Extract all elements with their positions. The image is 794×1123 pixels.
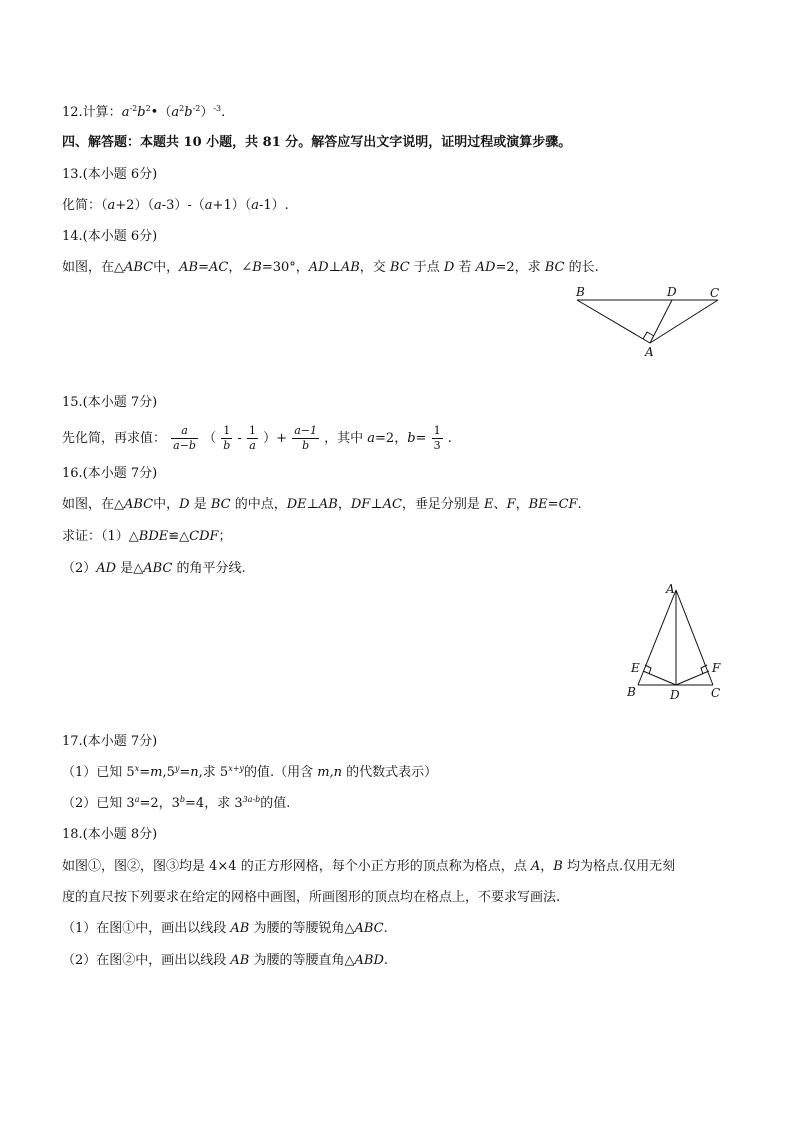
segment-df — [676, 671, 709, 685]
q16-part2: （2）AD 是△ABC 的角平分线. — [62, 561, 246, 576]
fraction: $\frac{a-1}{b}$ — [294, 424, 317, 452]
q15-text: 先化简，再求值： $\frac{a}{a-b}$ （ $\frac{1}{b}$ - $\frac{1}{a}$ ）+ $\frac{a-1}{b}$ ，其中 a=2，b= $\frac{1}{3}$ . — [62, 424, 452, 452]
label-f: F — [712, 661, 721, 675]
segment-de — [643, 671, 676, 685]
label-a: A — [645, 345, 654, 359]
label-e: E — [631, 661, 640, 675]
label-b: B — [627, 685, 636, 699]
q18-part2: （2）在图②中，画出以线段 AB 为腰的等腰直角△ABD. — [62, 953, 389, 968]
segment-ac — [676, 590, 713, 685]
q16-header: 16.(本小题 7分) — [62, 466, 158, 481]
fraction: $\frac{a}{a-b}$ — [173, 424, 196, 452]
q15-header: 15.(本小题 7分) — [62, 395, 158, 410]
q14-text: 如图，在△ABC中，AB=AC，∠B=30°，AD⊥AB，交 BC 于点 D 若 AD=2，求 BC 的长. — [62, 260, 599, 275]
label-a: A — [666, 582, 675, 596]
fraction: $\frac{1}{3}$ — [433, 424, 441, 452]
q17-part2: （2）已知 $3^a=2$，$3^b=4$，求 $3^{3a-b}$的值. — [62, 795, 291, 811]
label-b: B — [576, 285, 585, 299]
q16-part1: 求证：（1）△BDE≌△CDF； — [62, 529, 232, 544]
q14-header: 14.(本小题 6分) — [62, 229, 158, 244]
q13-text: 化简：（a+2）（a-3）-（a+1）（a-1）. — [62, 198, 289, 213]
label-c: C — [711, 686, 721, 700]
label-c: C — [710, 286, 720, 300]
label-d: D — [667, 285, 677, 299]
q18-part1: （1）在图①中，画出以线段 AB 为腰的等腰锐角△ABC. — [62, 921, 388, 936]
q13-header: 13.(本小题 6分) — [62, 167, 158, 182]
q16-statement: 如图，在△ABC中，D 是 BC 的中点，DE⊥AB，DF⊥AC，垂足分别是 E、F，BE=CF. — [62, 497, 582, 512]
fraction: $\frac{1}{b}$ — [223, 424, 231, 452]
fraction: $\frac{1}{a}$ — [249, 424, 257, 452]
q12-text: 12.计算：$a^{-2}b^2•(a^2b^{-2})^{-3}$. — [62, 104, 226, 120]
q18-line2: 度的直尺按下列要求在给定的网格中画图，所画图形的顶点均在格点上，不要求写画法. — [62, 890, 561, 905]
q17-part1: （1）已知 $5^x=m,5^y=n$,求 $5^{x+y}$的值.（用含 m,n 的代数式表示） — [62, 764, 438, 780]
section-title: 四、解答题：本题共 10 小题，共 81 分。解答应写出文字说明，证明过程或演算步骤。 — [62, 135, 572, 150]
label-d: D — [670, 688, 680, 702]
q18-line1: 如图①，图②，图③均是 4×4 的正方形网格，每个小正方形的顶点称为格点，点 A，B 均为格点.仅用无刻 — [62, 859, 676, 874]
q18-header: 18.(本小题 8分) — [62, 827, 158, 842]
segment-ab — [638, 590, 676, 685]
q17-header: 17.(本小题 7分) — [62, 734, 158, 749]
